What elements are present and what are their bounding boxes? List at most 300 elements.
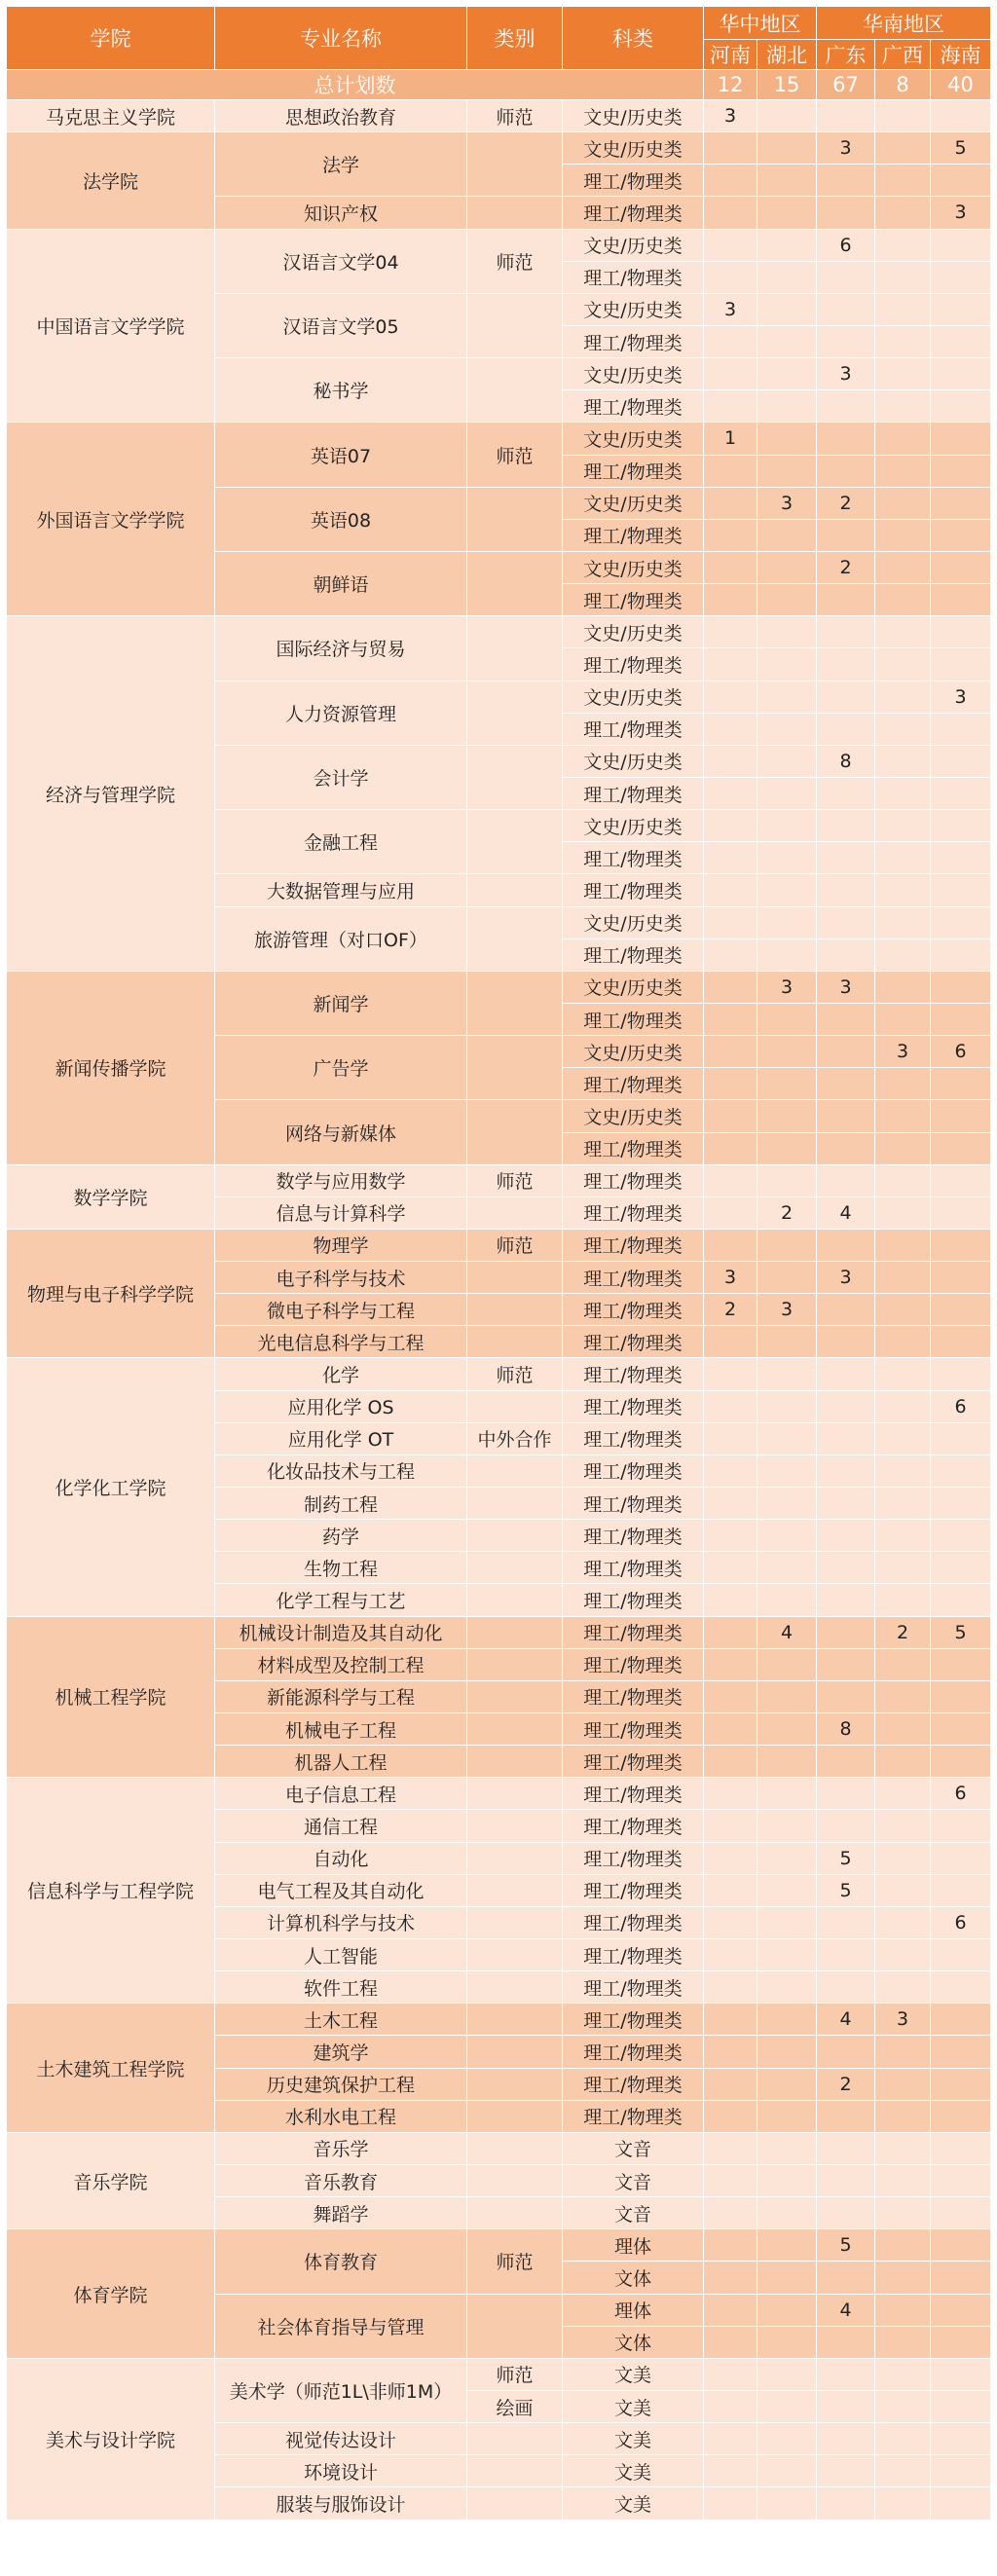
- quota-cell: [757, 2004, 817, 2036]
- quota-cell: 3: [757, 487, 817, 519]
- quota-cell: [757, 1036, 817, 1068]
- quota-cell: [931, 1680, 991, 1712]
- quota-cell: [875, 358, 931, 390]
- plan-row: [7, 2004, 991, 2036]
- quota-cell: [704, 132, 757, 165]
- province-header: 河南: [704, 40, 757, 70]
- quota-cell: [875, 906, 931, 938]
- quota-cell: [817, 1906, 875, 1938]
- quota-cell: [704, 1971, 757, 2004]
- quota-cell: 6: [931, 1778, 991, 1810]
- quota-cell: [817, 1003, 875, 1035]
- quota-cell: [875, 616, 931, 648]
- quota-cell: [757, 745, 817, 777]
- major-cell: 人工智能: [215, 1939, 467, 1971]
- quota-cell: [704, 1616, 757, 1648]
- quota-cell: [931, 100, 991, 132]
- quota-cell: 8: [817, 745, 875, 777]
- quota-cell: [817, 1454, 875, 1487]
- quota-cell: [817, 325, 875, 357]
- subject-cell: 理工/物理类: [563, 1552, 704, 1584]
- quota-cell: [704, 1036, 757, 1068]
- subject-cell: 理体: [563, 2229, 704, 2262]
- quota-cell: [817, 1616, 875, 1648]
- subject-cell: 文史/历史类: [563, 616, 704, 648]
- quota-cell: [817, 390, 875, 423]
- subject-cell: 理工/物理类: [563, 2068, 704, 2100]
- category-cell: [467, 2036, 563, 2068]
- quota-cell: [757, 2197, 817, 2229]
- quota-cell: [704, 519, 757, 551]
- quota-cell: [704, 487, 757, 519]
- province-header: 广东: [817, 40, 875, 70]
- quota-cell: [931, 1132, 991, 1164]
- quota-cell: [875, 810, 931, 842]
- college-cell: 机械工程学院: [7, 1616, 215, 1778]
- quota-cell: [704, 1003, 757, 1035]
- category-cell: [467, 2068, 563, 2100]
- quota-cell: [704, 229, 757, 261]
- quota-cell: [931, 1810, 991, 1842]
- quota-cell: [817, 2197, 875, 2229]
- quota-cell: [931, 2036, 991, 2068]
- quota-cell: [875, 1229, 931, 1261]
- quota-cell: [757, 358, 817, 390]
- quota-cell: [757, 1262, 817, 1294]
- subject-cell: 文史/历史类: [563, 551, 704, 583]
- quota-cell: [817, 1584, 875, 1616]
- quota-cell: [757, 874, 817, 906]
- subject-cell: 理工/物理类: [563, 842, 704, 874]
- quota-cell: [931, 1229, 991, 1261]
- quota-cell: [757, 1713, 817, 1746]
- subject-cell: 理工/物理类: [563, 1874, 704, 1906]
- category-cell: [467, 1196, 563, 1229]
- college-cell: 土木建筑工程学院: [7, 2004, 215, 2133]
- quota-cell: [875, 2197, 931, 2229]
- quota-cell: [704, 874, 757, 906]
- quota-cell: [757, 1746, 817, 1778]
- quota-cell: [757, 1842, 817, 1874]
- quota-cell: [817, 906, 875, 938]
- quota-cell: [817, 648, 875, 681]
- category-cell: [467, 1713, 563, 1746]
- quota-cell: [704, 1229, 757, 1261]
- quota-cell: [931, 1326, 991, 1358]
- subject-cell: 理工/物理类: [563, 1810, 704, 1842]
- category-cell: [467, 2423, 563, 2455]
- major-cell: 思想政治教育: [215, 100, 467, 132]
- major-cell: 服装与服饰设计: [215, 2487, 467, 2520]
- quota-cell: [817, 2423, 875, 2455]
- quota-cell: [875, 1294, 931, 1326]
- subject-cell: 理工/物理类: [563, 1132, 704, 1164]
- quota-cell: 3: [817, 132, 875, 165]
- category-cell: 师范: [467, 100, 563, 132]
- quota-cell: [757, 842, 817, 874]
- quota-cell: [704, 390, 757, 423]
- plan-row: [7, 100, 991, 132]
- major-cell: 汉语言文学04: [215, 229, 467, 293]
- quota-cell: [757, 1906, 817, 1938]
- college-cell: 信息科学与工程学院: [7, 1778, 215, 2004]
- quota-cell: [875, 325, 931, 357]
- total-value: 15: [757, 70, 817, 100]
- quota-cell: [704, 2262, 757, 2294]
- category-cell: 中外合作: [467, 1422, 563, 1454]
- quota-cell: [931, 777, 991, 809]
- category-cell: 绘画: [467, 2390, 563, 2422]
- quota-cell: [931, 713, 991, 745]
- major-cell: 电气工程及其自动化: [215, 1874, 467, 1906]
- quota-cell: [757, 2487, 817, 2520]
- quota-cell: [817, 2326, 875, 2358]
- category-cell: [467, 1842, 563, 1874]
- quota-cell: [704, 1422, 757, 1454]
- quota-cell: [875, 1842, 931, 1874]
- quota-cell: [931, 2132, 991, 2164]
- quota-cell: 3: [817, 358, 875, 390]
- category-cell: [467, 1584, 563, 1616]
- quota-cell: [704, 745, 757, 777]
- plan-row: [7, 2132, 991, 2164]
- major-cell: 化学工程与工艺: [215, 1584, 467, 1616]
- quota-cell: [704, 810, 757, 842]
- quota-cell: [875, 2455, 931, 2487]
- quota-cell: [757, 2390, 817, 2422]
- category-cell: 师范: [467, 2229, 563, 2294]
- major-cell: 光电信息科学与工程: [215, 1326, 467, 1358]
- subject-cell: 理工/物理类: [563, 1262, 704, 1294]
- quota-cell: [931, 584, 991, 616]
- quota-cell: 5: [817, 1842, 875, 1874]
- plan-row: [7, 616, 991, 648]
- quota-cell: [757, 1422, 817, 1454]
- quota-cell: [875, 551, 931, 583]
- subject-cell: 文美: [563, 2455, 704, 2487]
- quota-cell: [704, 2423, 757, 2455]
- quota-cell: [704, 1648, 757, 1680]
- category-cell: [467, 1939, 563, 1971]
- quota-cell: [704, 1874, 757, 1906]
- quota-cell: [817, 1358, 875, 1390]
- total-value: 67: [817, 70, 875, 100]
- quota-cell: [875, 132, 931, 165]
- quota-cell: [757, 551, 817, 583]
- quota-cell: [875, 1196, 931, 1229]
- subject-cell: 文史/历史类: [563, 358, 704, 390]
- quota-cell: [704, 906, 757, 938]
- college-header: 学院: [7, 7, 215, 70]
- plan-row: [7, 2358, 991, 2390]
- quota-cell: [875, 229, 931, 261]
- subject-cell: 文音: [563, 2132, 704, 2164]
- quota-cell: [704, 1810, 757, 1842]
- quota-cell: [875, 777, 931, 809]
- quota-cell: [704, 358, 757, 390]
- subject-cell: 文史/历史类: [563, 1036, 704, 1068]
- quota-cell: 4: [817, 2294, 875, 2326]
- quota-cell: [704, 2455, 757, 2487]
- quota-cell: [757, 2229, 817, 2262]
- quota-cell: [875, 1326, 931, 1358]
- quota-cell: [875, 1358, 931, 1390]
- subject-cell: 理工/物理类: [563, 1584, 704, 1616]
- quota-cell: [931, 938, 991, 971]
- quota-cell: [875, 2068, 931, 2100]
- quota-cell: [817, 1229, 875, 1261]
- quota-cell: [704, 1778, 757, 1810]
- quota-cell: [817, 2487, 875, 2520]
- subject-cell: 理工/物理类: [563, 1713, 704, 1746]
- quota-cell: [931, 971, 991, 1003]
- quota-cell: [875, 1003, 931, 1035]
- quota-cell: [704, 2487, 757, 2520]
- quota-cell: [757, 1068, 817, 1100]
- subject-cell: 理工/物理类: [563, 1842, 704, 1874]
- college-cell: 法学院: [7, 132, 215, 229]
- quota-cell: [931, 2423, 991, 2455]
- quota-cell: [931, 2294, 991, 2326]
- major-cell: 体育教育: [215, 2229, 467, 2294]
- category-cell: [467, 1552, 563, 1584]
- quota-cell: [757, 2262, 817, 2294]
- header-row: [7, 7, 991, 40]
- category-cell: [467, 874, 563, 906]
- quota-cell: [757, 1680, 817, 1712]
- quota-cell: [817, 1390, 875, 1422]
- subject-cell: 理工/物理类: [563, 455, 704, 487]
- subject-cell: 理工/物理类: [563, 1520, 704, 1552]
- quota-cell: [931, 519, 991, 551]
- major-cell: 物理学: [215, 1229, 467, 1261]
- category-cell: [467, 487, 563, 551]
- quota-cell: [817, 1294, 875, 1326]
- quota-cell: [817, 1326, 875, 1358]
- quota-cell: [931, 1552, 991, 1584]
- quota-cell: [931, 1422, 991, 1454]
- quota-cell: [875, 2229, 931, 2262]
- quota-cell: [757, 1810, 817, 1842]
- quota-cell: [931, 487, 991, 519]
- quota-cell: [875, 938, 931, 971]
- quota-cell: [704, 261, 757, 293]
- quota-cell: [931, 1164, 991, 1196]
- quota-cell: [704, 938, 757, 971]
- quota-cell: [931, 325, 991, 357]
- category-cell: [467, 2197, 563, 2229]
- quota-cell: [704, 842, 757, 874]
- category-cell: [467, 2455, 563, 2487]
- quota-cell: [875, 2390, 931, 2422]
- quota-cell: [875, 1810, 931, 1842]
- quota-cell: [931, 1746, 991, 1778]
- category-cell: [467, 1294, 563, 1326]
- quota-cell: [704, 2100, 757, 2132]
- subject-cell: 文史/历史类: [563, 971, 704, 1003]
- quota-cell: [875, 455, 931, 487]
- quota-cell: [931, 2004, 991, 2036]
- quota-cell: [704, 165, 757, 197]
- quota-cell: [817, 842, 875, 874]
- quota-cell: [704, 1939, 757, 1971]
- category-cell: [467, 1520, 563, 1552]
- quota-cell: [931, 293, 991, 325]
- quota-cell: 3: [931, 681, 991, 713]
- category-cell: [467, 132, 563, 197]
- quota-cell: 8: [817, 1713, 875, 1746]
- quota-cell: [757, 2294, 817, 2326]
- quota-cell: [931, 2197, 991, 2229]
- quota-cell: [757, 713, 817, 745]
- major-cell: 美术学（师范1L\非师1M）: [215, 2358, 467, 2422]
- quota-cell: [817, 1164, 875, 1196]
- subject-cell: 理工/物理类: [563, 1229, 704, 1261]
- quota-cell: [757, 648, 817, 681]
- quota-cell: 6: [931, 1906, 991, 1938]
- quota-cell: [931, 810, 991, 842]
- quota-cell: [704, 197, 757, 229]
- quota-cell: [757, 229, 817, 261]
- major-cell: 电子信息工程: [215, 1778, 467, 1810]
- subject-cell: 理工/物理类: [563, 1454, 704, 1487]
- quota-cell: [817, 1132, 875, 1164]
- category-cell: [467, 1488, 563, 1520]
- quota-cell: [817, 519, 875, 551]
- major-cell: 药学: [215, 1520, 467, 1552]
- quota-cell: [931, 358, 991, 390]
- quota-cell: [875, 1971, 931, 2004]
- quota-cell: [817, 2455, 875, 2487]
- quota-cell: [931, 874, 991, 906]
- subject-cell: 理工/物理类: [563, 1778, 704, 1810]
- subject-cell: 文史/历史类: [563, 906, 704, 938]
- major-cell: 历史建筑保护工程: [215, 2068, 467, 2100]
- quota-cell: [817, 713, 875, 745]
- quota-cell: [875, 2100, 931, 2132]
- category-cell: 师范: [467, 229, 563, 293]
- subject-cell: 文美: [563, 2390, 704, 2422]
- major-cell: 生物工程: [215, 1552, 467, 1584]
- subject-cell: 文体: [563, 2326, 704, 2358]
- quota-cell: [757, 325, 817, 357]
- quota-cell: [931, 842, 991, 874]
- quota-cell: [704, 1358, 757, 1390]
- subject-cell: 文史/历史类: [563, 487, 704, 519]
- major-cell: 应用化学 OS: [215, 1390, 467, 1422]
- quota-cell: [817, 1939, 875, 1971]
- quota-cell: [757, 2455, 817, 2487]
- category-cell: [467, 2004, 563, 2036]
- quota-cell: [757, 1552, 817, 1584]
- quota-cell: [817, 1778, 875, 1810]
- quota-cell: [757, 1971, 817, 2004]
- quota-cell: [931, 390, 991, 423]
- quota-cell: 3: [757, 971, 817, 1003]
- quota-cell: [757, 1939, 817, 1971]
- quota-cell: [704, 971, 757, 1003]
- category-cell: [467, 1746, 563, 1778]
- subject-cell: 理工/物理类: [563, 261, 704, 293]
- major-cell: 建筑学: [215, 2036, 467, 2068]
- quota-cell: [931, 906, 991, 938]
- major-cell: 视觉传达设计: [215, 2423, 467, 2455]
- subject-cell: 理工/物理类: [563, 325, 704, 357]
- quota-cell: 6: [931, 1036, 991, 1068]
- category-cell: [467, 1036, 563, 1100]
- subject-cell: 理工/物理类: [563, 2036, 704, 2068]
- quota-cell: [817, 1680, 875, 1712]
- quota-cell: [704, 1680, 757, 1712]
- total-label: 总计划数: [7, 70, 704, 100]
- subject-cell: 文史/历史类: [563, 132, 704, 165]
- quota-cell: [875, 1390, 931, 1422]
- quota-cell: [757, 1100, 817, 1132]
- category-cell: [467, 2100, 563, 2132]
- quota-cell: [875, 2165, 931, 2197]
- quota-cell: [704, 2326, 757, 2358]
- major-cell: 微电子科学与工程: [215, 1294, 467, 1326]
- major-cell: 软件工程: [215, 1971, 467, 2004]
- subject-cell: 文史/历史类: [563, 1100, 704, 1132]
- major-cell: 制药工程: [215, 1488, 467, 1520]
- total-value: 8: [875, 70, 931, 100]
- quota-cell: [704, 551, 757, 583]
- quota-cell: [704, 2004, 757, 2036]
- plan-row: [7, 1616, 991, 1648]
- quota-cell: [931, 1874, 991, 1906]
- category-cell: 师范: [467, 2358, 563, 2390]
- major-cell: 化妆品技术与工程: [215, 1454, 467, 1487]
- quota-cell: 2: [817, 2068, 875, 2100]
- quota-cell: [757, 293, 817, 325]
- quota-cell: [704, 1552, 757, 1584]
- quota-cell: [875, 2326, 931, 2358]
- quota-cell: [875, 423, 931, 455]
- quota-cell: [875, 1648, 931, 1680]
- subject-header: 科类: [563, 7, 704, 70]
- quota-cell: [704, 1713, 757, 1746]
- quota-cell: [931, 2262, 991, 2294]
- quota-cell: 5: [931, 1616, 991, 1648]
- plan-row: [7, 1778, 991, 1810]
- quota-cell: [875, 1262, 931, 1294]
- quota-cell: [875, 519, 931, 551]
- quota-cell: [817, 2100, 875, 2132]
- category-cell: [467, 1648, 563, 1680]
- quota-cell: 3: [704, 293, 757, 325]
- college-cell: 经济与管理学院: [7, 616, 215, 972]
- quota-cell: [875, 1068, 931, 1100]
- quota-cell: [875, 2423, 931, 2455]
- subject-cell: 理工/物理类: [563, 1422, 704, 1454]
- category-cell: [467, 2487, 563, 2520]
- major-cell: 数学与应用数学: [215, 1164, 467, 1196]
- total-value: 12: [704, 70, 757, 100]
- quota-cell: [757, 100, 817, 132]
- major-cell: 秘书学: [215, 358, 467, 423]
- quota-cell: [875, 1164, 931, 1196]
- region-south-header: 华南地区: [817, 7, 991, 40]
- quota-cell: [931, 1358, 991, 1390]
- province-header: 海南: [931, 40, 991, 70]
- quota-cell: [931, 2229, 991, 2262]
- subject-cell: 文史/历史类: [563, 681, 704, 713]
- quota-cell: [817, 681, 875, 713]
- plan-row: [7, 1229, 991, 1261]
- subject-cell: 文史/历史类: [563, 423, 704, 455]
- quota-cell: [704, 777, 757, 809]
